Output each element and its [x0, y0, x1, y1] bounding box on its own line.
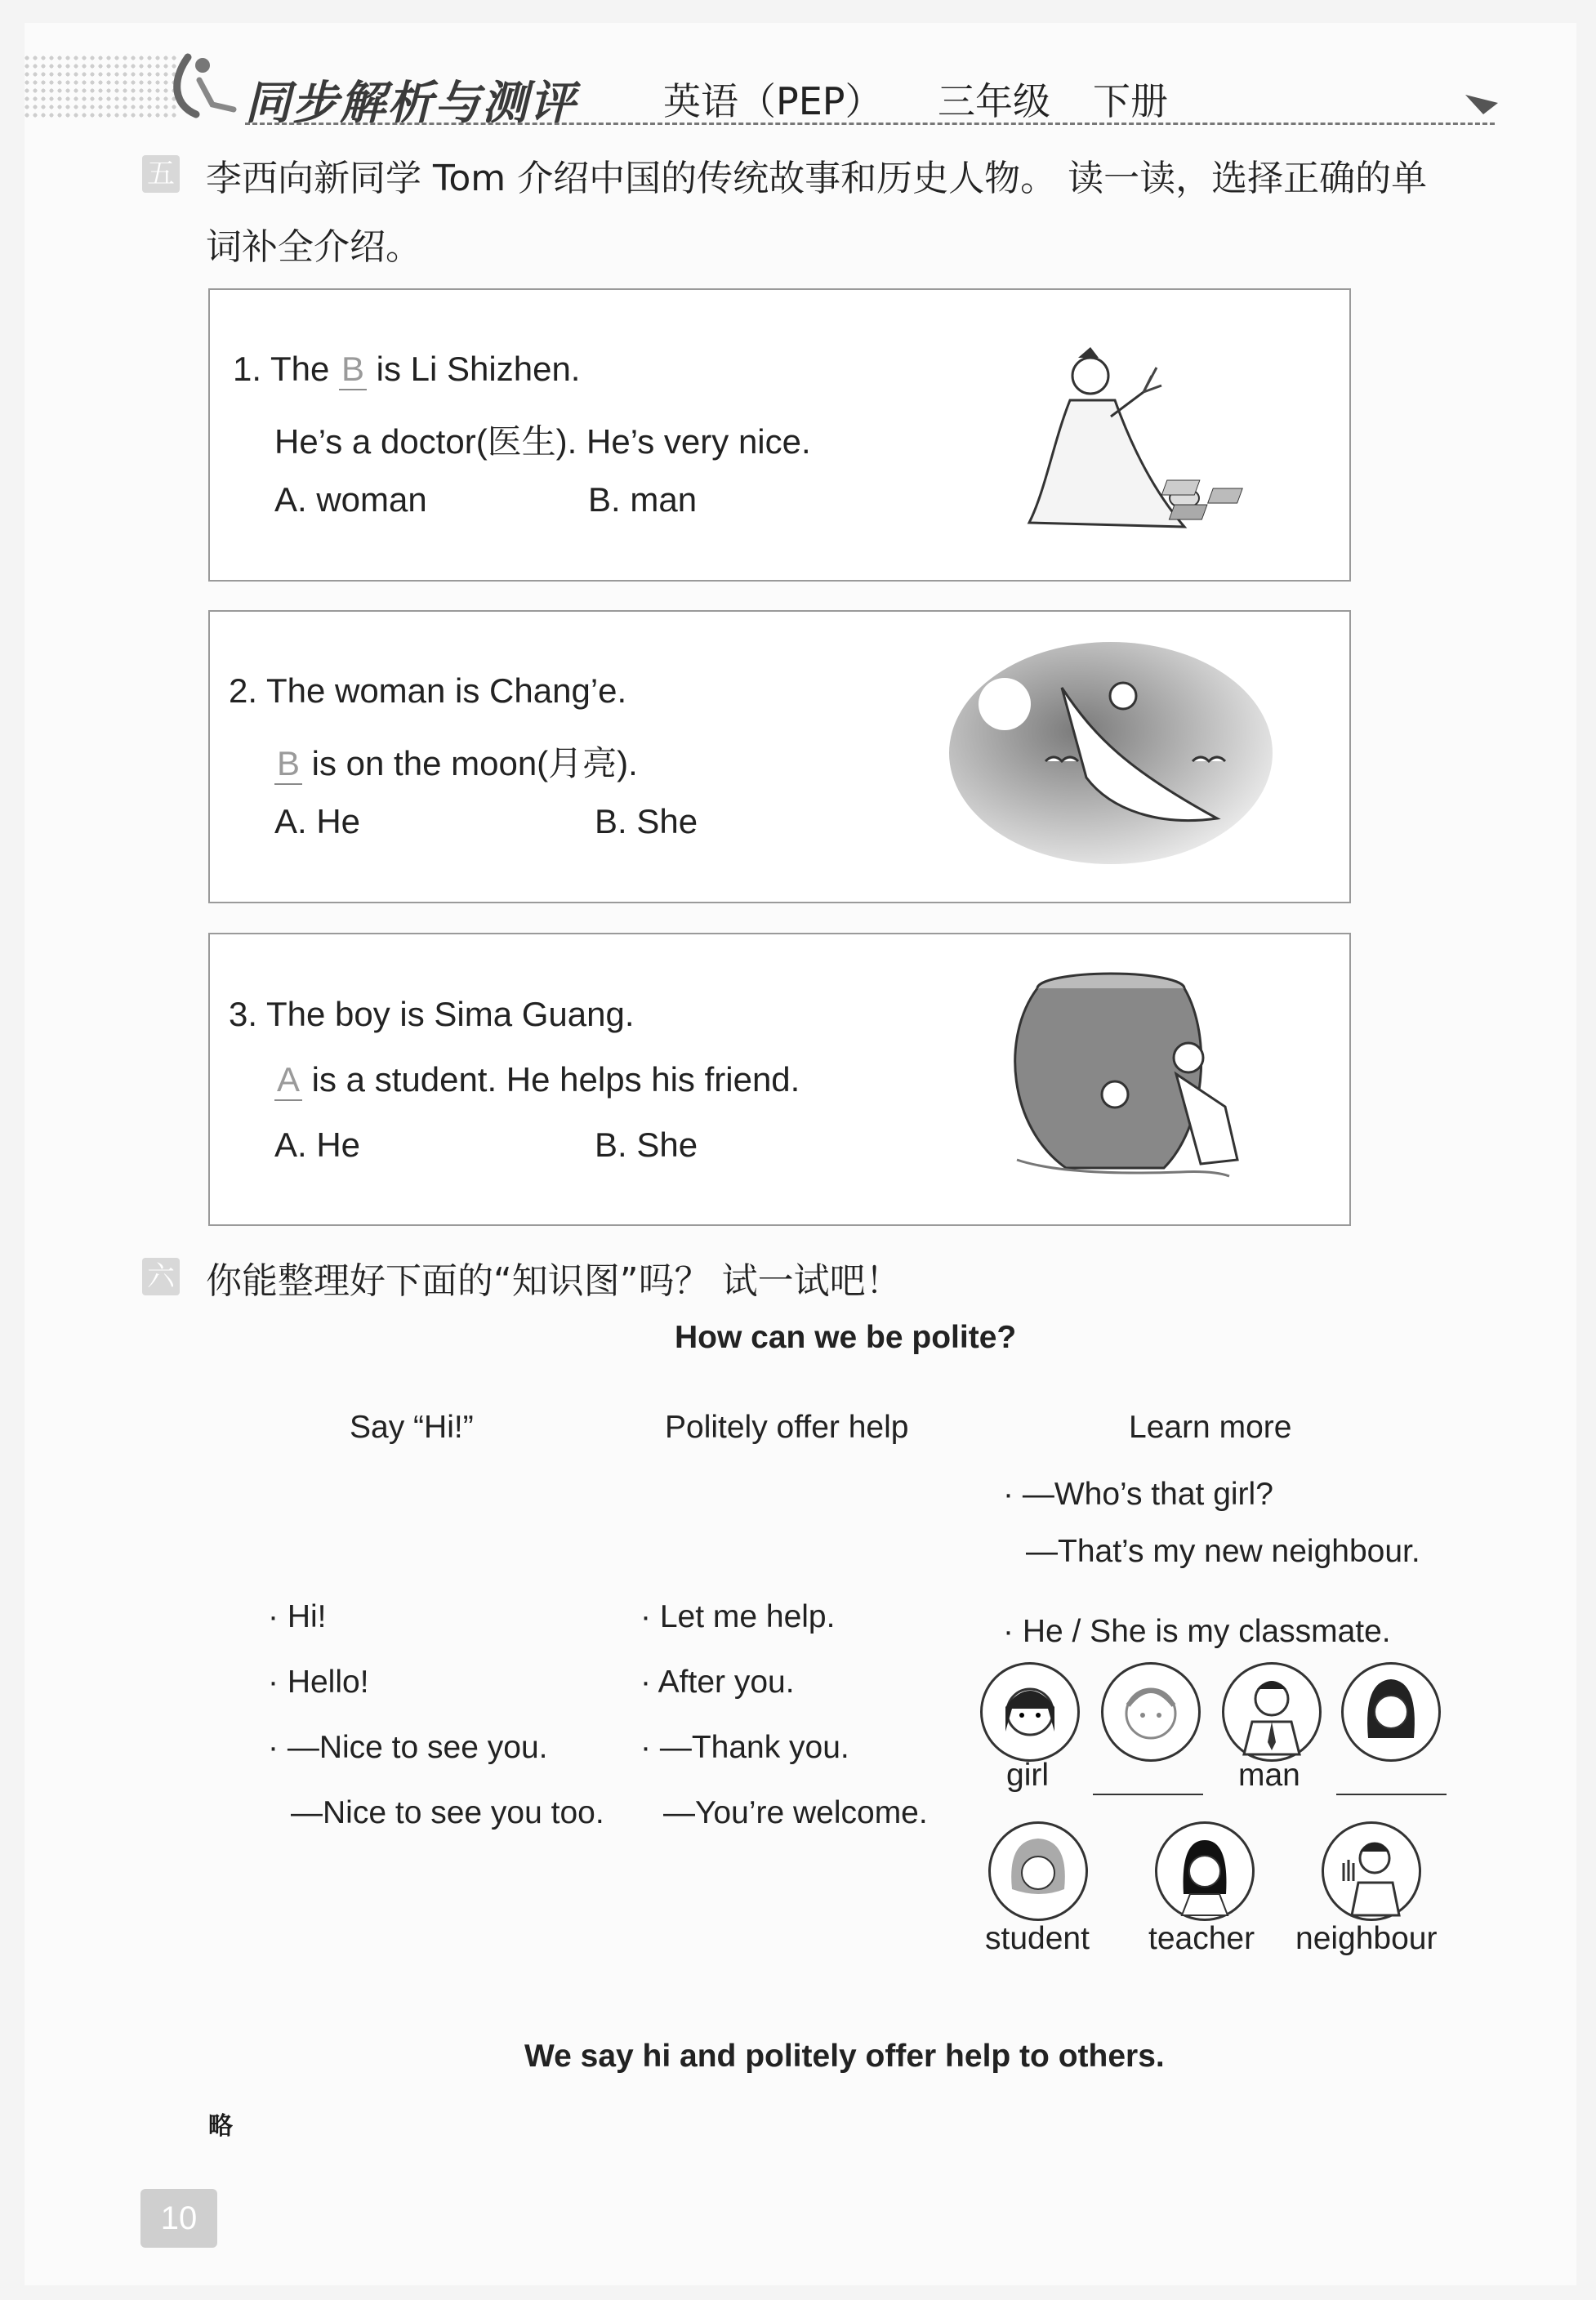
column-header-offer-help: Politely offer help — [665, 1410, 909, 1445]
column-header-say-hi: Say “Hi!” — [350, 1410, 474, 1445]
map-summary: We say hi and politely offer help to others. — [524, 2039, 1165, 2074]
option-a[interactable]: A. He — [274, 802, 361, 840]
people-label-girl: girl — [1006, 1758, 1050, 1793]
question-2-line1: 2. The woman is Chang’e. — [229, 671, 627, 710]
man-avatar — [1222, 1662, 1322, 1762]
volume-label: 下册 — [1093, 79, 1168, 123]
answer-blank[interactable]: A — [274, 1060, 302, 1101]
learn-item: —That’s my new neighbour. — [1026, 1534, 1420, 1569]
option-a[interactable]: A. He — [274, 1125, 361, 1164]
header-dashed-rule — [245, 123, 1495, 125]
header-dot-pattern — [23, 54, 178, 119]
change-moon-illustration — [947, 639, 1274, 867]
question-3-line2: A is a student. He helps his friend. — [274, 1060, 800, 1101]
subject-label: 英语（PEP） — [663, 79, 883, 123]
say-item: · Hello! — [268, 1665, 369, 1700]
say-item: —Nice to see you too. — [291, 1795, 604, 1830]
section-six-badge: 六 — [142, 1258, 180, 1295]
brand-logo-icon — [163, 47, 245, 125]
teacher-avatar — [1155, 1821, 1255, 1921]
series-title: 同步解析与测评 — [245, 77, 577, 130]
map-title: How can we be polite? — [675, 1320, 1017, 1355]
li-shizhen-illustration — [1021, 343, 1307, 539]
sima-guang-illustration — [1001, 964, 1295, 1201]
question-number: 3. — [229, 995, 258, 1033]
option-b[interactable]: B. man — [588, 480, 698, 519]
section-five-badge: 五 — [142, 155, 180, 193]
girl-avatar — [980, 1662, 1080, 1762]
say-item: · Hi! — [268, 1599, 327, 1634]
question-number: 2. — [229, 671, 258, 710]
column-header-learn-more: Learn more — [1129, 1410, 1292, 1445]
answer-blank[interactable]: B — [339, 350, 367, 390]
student-avatar — [988, 1821, 1088, 1921]
help-item: · Let me help. — [640, 1599, 836, 1634]
people-label-neighbour: neighbour — [1295, 1921, 1438, 1956]
question-3-line1: 3. The boy is Sima Guang. — [229, 995, 635, 1033]
answer-note: 略 — [208, 2112, 233, 2141]
learn-item: · —Who’s that girl? — [1003, 1477, 1273, 1512]
question-1-line2: He’s a doctor(医生). He’s very nice. — [274, 422, 811, 461]
grade-label: 三年级 — [938, 79, 1050, 123]
question-1-line1: 1. The B is Li Shizhen. — [233, 350, 580, 390]
section-five-instruction-line1: 李西向新同学 Tom 介绍中国的传统故事和历史人物。 读一读，选择正确的单 — [206, 158, 1428, 199]
help-item: —You’re welcome. — [663, 1795, 928, 1830]
answer-blank[interactable]: B — [274, 744, 302, 785]
people-label-student: student — [985, 1921, 1090, 1956]
section-six-instruction: 你能整理好下面的“知识图”吗？ 试一试吧！ — [206, 1260, 902, 1302]
page-number: 10 — [140, 2189, 217, 2248]
help-item: · After you. — [640, 1665, 795, 1700]
option-b[interactable]: B. She — [595, 802, 698, 840]
woman-avatar — [1341, 1662, 1441, 1762]
people-label-teacher: teacher — [1148, 1921, 1255, 1956]
help-item: · —Thank you. — [640, 1730, 849, 1765]
section-five-instruction-line2: 词补全介绍。 — [206, 226, 421, 268]
people-label-blank[interactable] — [1336, 1794, 1447, 1795]
option-a[interactable]: A. woman — [274, 480, 427, 519]
neighbour-avatar — [1322, 1821, 1421, 1921]
people-label-blank[interactable] — [1093, 1794, 1203, 1795]
people-label-man: man — [1238, 1758, 1300, 1793]
say-item: · —Nice to see you. — [268, 1730, 548, 1765]
corner-arrow-icon — [1462, 88, 1501, 118]
option-b[interactable]: B. She — [595, 1125, 698, 1164]
boy-avatar — [1101, 1662, 1201, 1762]
question-number: 1. — [233, 350, 262, 388]
question-2-line2: B is on the moon(月亮). — [274, 737, 638, 786]
learn-item: · He / She is my classmate. — [1003, 1614, 1391, 1649]
